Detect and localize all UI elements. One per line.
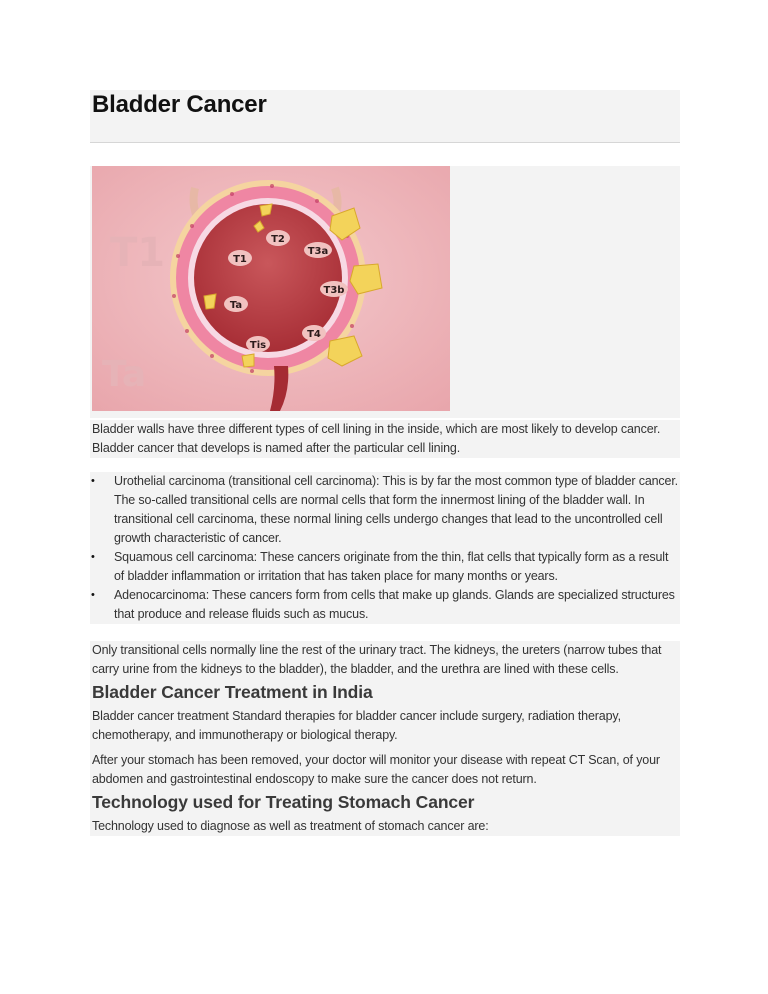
transitional-note-paragraph: Only transitional cells normally line the rest of the urinary tract. The kidneys, the ureters (narrow tubes that carry urine from the kidneys to the bladder), the bladder, and the urethra are lined with these cells. (90, 641, 680, 679)
bg-label-t1: T1 (110, 230, 166, 276)
list-item-text: Squamous cell carcinoma: These cancers originate from the thin, flat cells that typically form as a result of bladder inflammation or irritation that has taken place for many months or years. (114, 550, 669, 583)
stage-label-ta: Ta (229, 300, 243, 311)
cancer-types-list (90, 472, 680, 624)
bullet-icon: • (91, 551, 95, 563)
technology-paragraph: Technology used to diagnose as well as treatment of stomach cancer are: (90, 817, 680, 836)
bullet-icon: • (91, 589, 95, 601)
stage-label-tis: Tis (249, 340, 267, 351)
treatment-heading: Bladder Cancer Treatment in India (90, 679, 680, 707)
title-block (90, 90, 680, 143)
bg-label-ta: Ta (102, 354, 147, 395)
list-item-text: Adenocarcinoma: These cancers form from cells that make up glands. Glands are specialized structures that produce and release fluids such as mucus. (114, 588, 675, 621)
list-item (90, 472, 680, 548)
figure-row (90, 166, 680, 418)
page-title: Bladder Cancer (92, 91, 267, 118)
document-page (90, 90, 680, 836)
intro-paragraph: Bladder walls have three different types of cell lining in the inside, which are most likely to develop cancer. Bladder cancer that develops is named after the particular cell lining. (90, 420, 680, 458)
stage-label-t3a: T3a (307, 246, 329, 257)
list-item-text: Urothelial carcinoma (transitional cell carcinoma): This is by far the most common type of bladder cancer. The so-called transitional cells are normal cells that form the innermost lining of the bladder wall. In transitional cell carcinoma, these normal lining cells undergo changes that lead to the uncontrolled cell growth characteristic of cancer. (114, 474, 678, 545)
technology-heading: Technology used for Treating Stomach Cancer (90, 789, 680, 817)
list-item (90, 548, 680, 586)
bullet-icon: • (91, 475, 95, 487)
list-item (90, 586, 680, 624)
stage-label-t3b: T3b (323, 285, 345, 296)
treatment-paragraph-1: Bladder cancer treatment Standard therapies for bladder cancer include surgery, radiation therapy, chemotherapy, and immunotherapy or biological therapy. (90, 707, 680, 745)
stage-label-t1: T1 (233, 254, 247, 265)
bladder-cancer-stages-diagram (92, 166, 450, 411)
stage-label-t2: T2 (271, 234, 285, 245)
stage-label-t4: T4 (307, 329, 321, 340)
treatment-paragraph-2: After your stomach has been removed, your doctor will monitor your disease with repeat CT Scan, of your abdomen and gastrointestinal endoscopy to make sure the cancer does not return. (90, 751, 680, 789)
